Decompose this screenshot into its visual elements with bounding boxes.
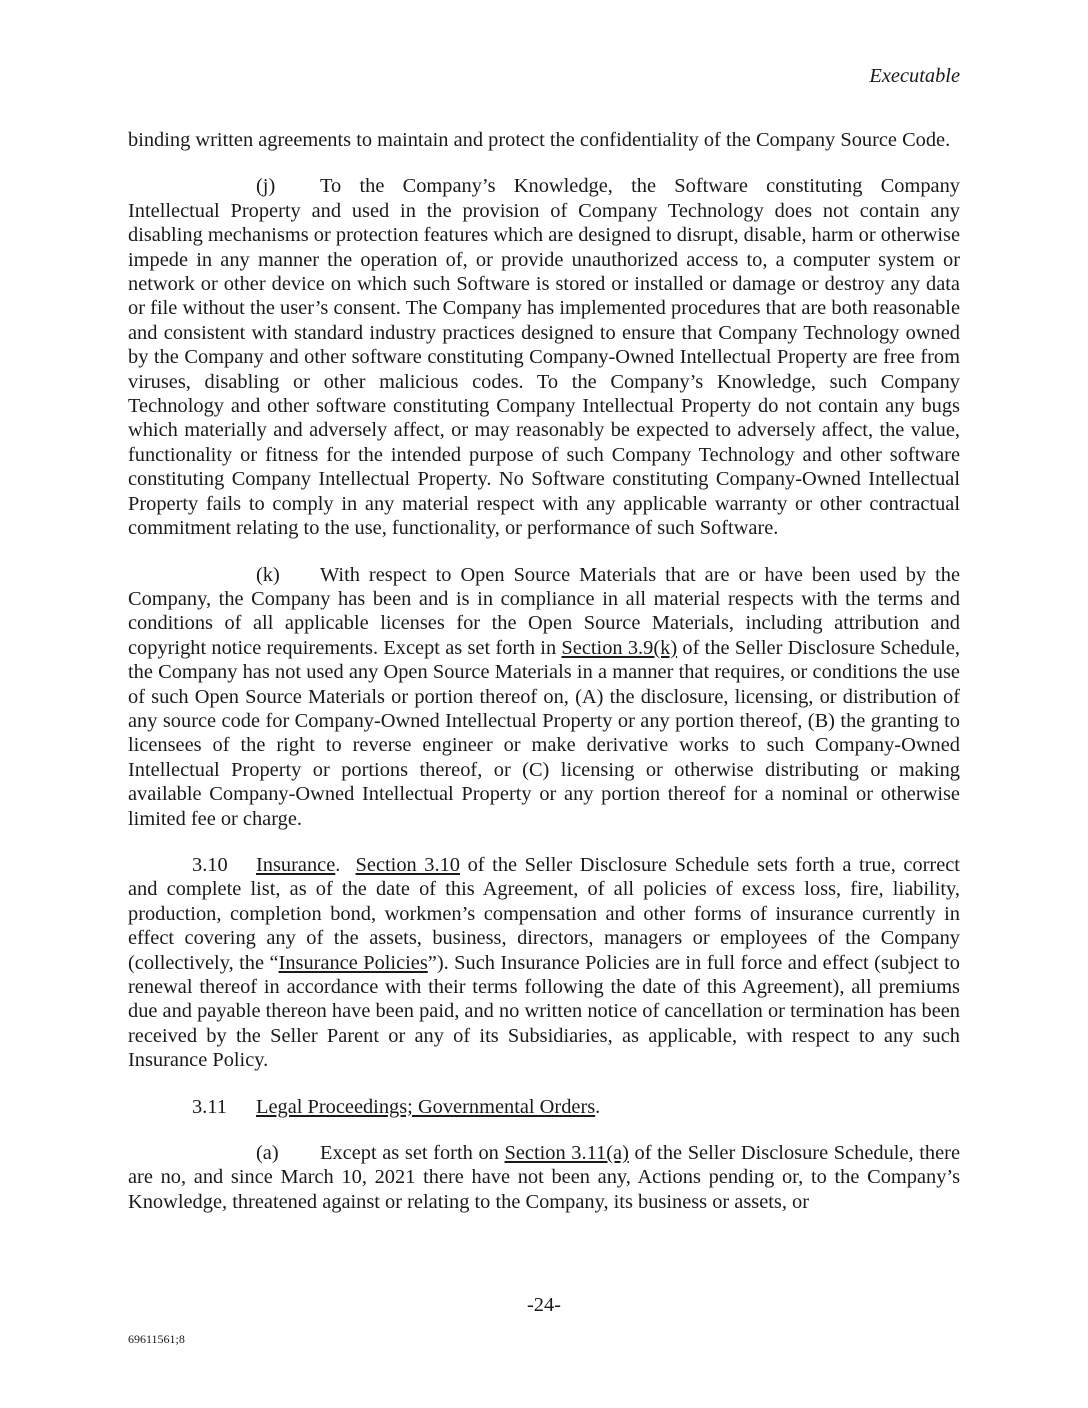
- section-3-10-reference: Section 3.10: [355, 853, 460, 876]
- document-body: [128, 128, 960, 1236]
- paragraph-k-text-2: of the Seller Disclosure Schedule, the Company has not used any Open Source Materials in a manner that requires, or conditions the use of such Open Source Materials or portion thereof on, (A) the disclosure, licensing, or distribution of any source code for Company-Owned Intellectual Property or any portion thereof, (B) the granting to licensees of the right to reverse engineer or make derivative works to such Company-Owned Intellectual Property or portions thereof, or (C) licensing or otherwise distributing or making available Company-Owned Intellectual Property or any portion thereof for a nominal or otherwise limited fee or charge.: [128, 636, 960, 830]
- section-3-11-number: 3.11: [192, 1095, 227, 1118]
- section-3-10-text-2: ”). Such Insurance Policies are in full force and effect (subject to renewal thereof in accordance with their terms following the date of this Agreement), all premiums due and payable thereon have been paid, and no written notice of cancellation or termination has been received by the Seller Parent or any of its Subsidiaries, as applicable, with respect to any such Insurance Policy.: [128, 951, 960, 1072]
- paragraph-continuation: binding written agreements to maintain and protect the confidentiality of the Company Source Code.: [128, 129, 951, 151]
- paragraph-k-label: (k): [256, 563, 280, 586]
- section-3-9k-reference: Section 3.9(k): [561, 636, 678, 659]
- paragraph-k: [128, 563, 960, 831]
- paragraph-a-text-2: of the Seller Disclosure Schedule, there are no, and since March 10, 2021 there have not been any, Actions pending or, to the Company’s Knowledge, threatened against or relating to the Company, its business or assets, or: [128, 1142, 960, 1213]
- section-3-10-heading-punct: .: [335, 853, 356, 876]
- paragraph-j-text: To the Company’s Knowledge, the Software constituting Company Intellectual Property and used in the provision of Company Technology does not contain any disabling mechanisms or protection features which are designed to disrupt, disable, harm or otherwise impede in any manner the operation of, or provide unauthorized access to, a computer system or network or other device on which such Software is stored or installed or damage or destroy any data or file without the user’s consent. The Company has implemented procedures that are both reasonable and consistent with standard industry practices designed to ensure that Company Technology owned by the Company and other software constituting Company-Owned Intellectual Property are free from viruses, disabling or other malicious codes. To the Company’s Knowledge, such Company Technology and other software constituting Company Intellectual Property do not contain any bugs which materially and adversely affect, or may reasonably be expected to adversely affect, the value, functionality or fitness for the intended purpose of such Company Technology and other software constituting Company Intellectual Property. No Software constituting Company-Owned Intellectual Property fails to comply in any material respect with any applicable warranty or other contractual commitment relating to the use, functionality, or performance of such Software.: [128, 175, 960, 540]
- section-3-10: [128, 853, 960, 1073]
- paragraph-a: [128, 1141, 960, 1214]
- paragraph-j: [128, 174, 960, 540]
- section-3-11: [128, 1095, 960, 1119]
- paragraph-j-label: (j): [256, 175, 276, 198]
- section-3-11a-reference: Section 3.11(a): [504, 1142, 629, 1165]
- insurance-policies-defined-term: Insurance Policies: [278, 951, 428, 974]
- section-3-10-heading: Insurance: [256, 853, 336, 876]
- paragraph-a-text-1: Except as set forth on: [320, 1142, 505, 1165]
- section-3-11-heading: Legal Proceedings; Governmental Orders: [256, 1095, 596, 1118]
- page-number: -24-: [527, 1294, 561, 1316]
- document-id: 69611561;8: [128, 1332, 185, 1346]
- paragraph-a-label: (a): [256, 1142, 279, 1165]
- section-3-11-heading-punct: .: [595, 1095, 601, 1118]
- paragraph-k-text-1: With respect to Open Source Materials that are or have been used by the Company, the Company has been and is in compliance in all material respects with the terms and conditions of all applicable licenses for the Open Source Materials, including attribution and copyright notice requirements. Except as set forth in: [128, 563, 960, 659]
- section-3-10-text-1: of the Seller Disclosure Schedule sets forth a true, correct and complete list, as of the date of this Agreement, of all policies of excess loss, fire, liability, production, completion bond, workmen’s compensation and other forms of insurance currently in effect covering any of the assets, business, directors, managers or employees of the Company (collectively, the “: [128, 853, 960, 974]
- section-3-10-number: 3.10: [192, 853, 228, 876]
- document-header-label: Executable: [869, 65, 960, 87]
